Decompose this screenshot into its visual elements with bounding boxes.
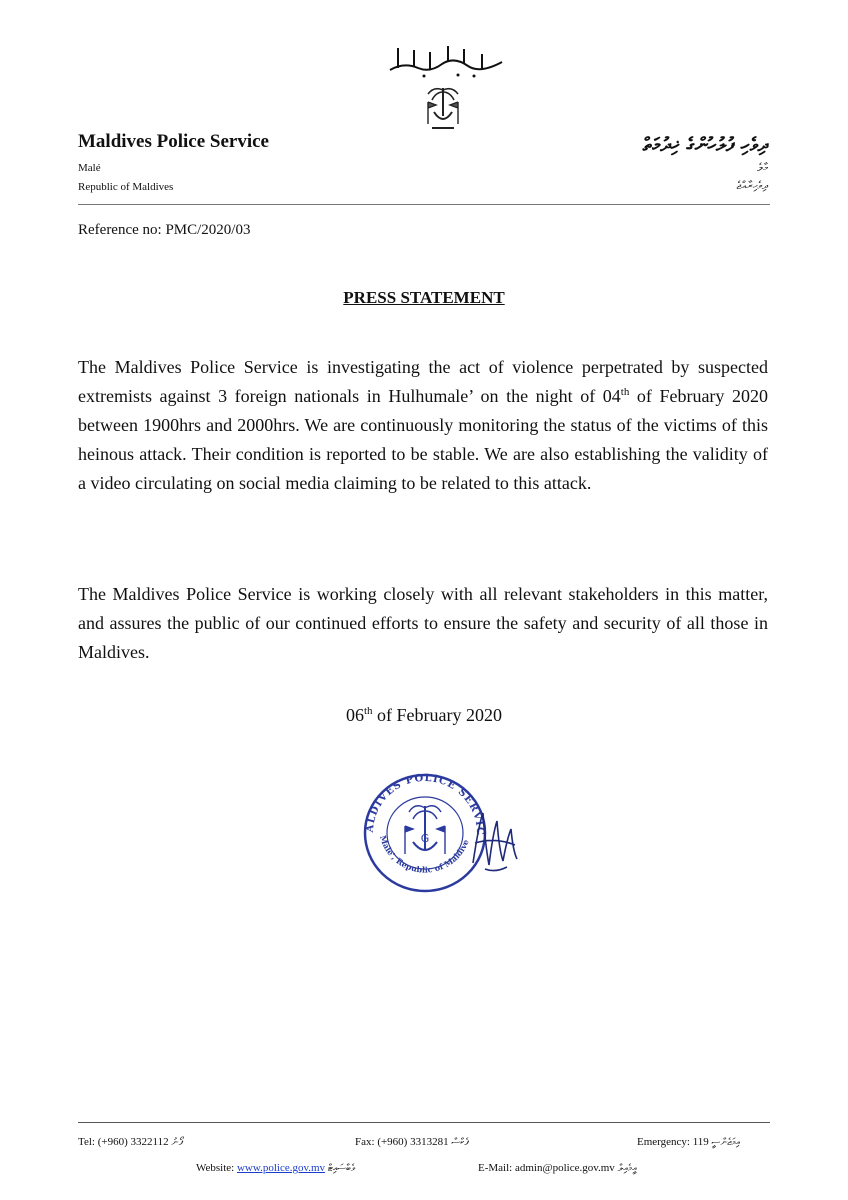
tel-dhivehi: ފޯނު [171,1137,183,1148]
organization-city-dhivehi: މާލެ [757,161,768,174]
footer-emergency [637,1136,740,1148]
fax-dhivehi: ފެކްސް [451,1137,469,1148]
emblem-icon [420,82,466,134]
organization-city: Malé [78,162,101,174]
tel-number: (+960) 3322112 [97,1136,169,1148]
footer-divider [78,1122,770,1123]
tel-label: Tel: [78,1136,98,1148]
seal-bottom-text: Male', Republic of Maldive [377,834,471,875]
paragraph-2-text: The Maldives Police Service is working closely with all relevant stakeholders in this matter, and assures the public of our continued efforts to ensure the safety and security of all those in Maldives. [78,584,768,662]
reference-value: PMC/2020/03 [165,222,251,238]
footer-fax [355,1136,469,1148]
organization-country: Republic of Maldives [78,181,174,193]
footer-email [478,1162,637,1174]
website-dhivehi: ވެބްސައިޓް [327,1163,356,1174]
svg-text:G: G [420,832,430,845]
email-dhivehi: އީމެއިލް [617,1163,637,1174]
seal-top-text: ALDIVES POLICE SERVIC [364,772,486,837]
paragraph-1-part-1: The Maldives Police Service is investigating the act of violence perpetrated by suspected extremists against 3 foreign nationals in Hulhumale’ on the night of 04 [78,357,768,406]
website-label: Website: [196,1162,237,1174]
signature [465,803,525,875]
statement-paragraph-2 [78,580,768,667]
email-label: E-Mail: [478,1162,515,1174]
emergency-number: 119 [692,1136,709,1148]
organization-country-dhivehi: ދިވެހިރާއްޖެ [736,179,768,192]
reference-label: Reference no: [78,222,166,238]
organization-name-dhivehi: ދިވެހި ފުލުހުންގެ ޚިދުމަތް [642,134,768,156]
emergency-label: Emergency: [637,1136,693,1148]
header-divider [78,204,770,205]
document-title: PRESS STATEMENT [343,288,505,307]
website-link[interactable]: www.police.gov.mv [236,1162,326,1174]
reference-number [78,222,250,239]
fax-label: Fax: [355,1136,378,1148]
fax-number: (+960) 3313281 [377,1136,449,1148]
organization-name: Maldives Police Service [78,131,269,152]
footer-telephone [78,1136,183,1148]
emergency-dhivehi: އިމަޖެންސީ [711,1137,740,1148]
paragraph-1-superscript: th [620,386,630,398]
statement-paragraph-1 [78,353,768,498]
date-superscript: th [363,705,373,717]
date-day: 06 [345,705,364,725]
email-address[interactable]: admin@police.gov.mv [514,1162,615,1174]
date-rest: of February 2020 [372,705,503,725]
paragraph-1-part-2: of February 2020 between 1900hrs and 2000hrs. We are continuously monitoring the status of the victims of this heinous attack. Their condition is reported to be stable. We are also establishing the validity of a video circulating on social media claiming to be related to this attack. [78,386,768,493]
statement-date [0,705,848,726]
bismillah-calligraphy [384,40,508,82]
footer-website [196,1162,355,1174]
